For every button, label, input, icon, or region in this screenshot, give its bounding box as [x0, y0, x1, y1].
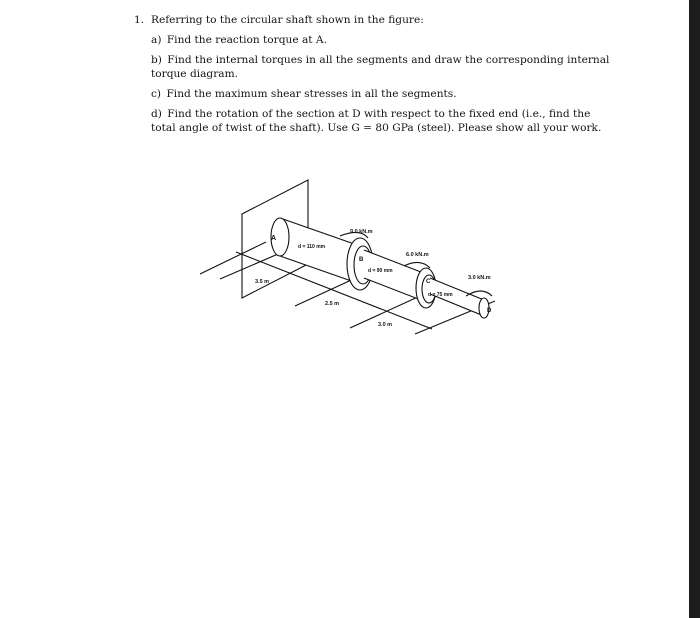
part-c-text: Find the maximum shear stresses in all the segments.: [166, 88, 457, 100]
length-bc-label: 2.5 m: [325, 301, 340, 307]
question-header: [134, 13, 614, 27]
dimension-line-left: [200, 242, 266, 274]
problem-statement: [134, 13, 614, 141]
question-number: 1.: [134, 14, 145, 26]
torque-d-label: 3.0 kN.m: [468, 275, 491, 281]
point-d-label: D: [487, 308, 492, 314]
point-c-label: C: [426, 279, 431, 285]
part-d: [151, 107, 614, 135]
diameter-bc-label: d = 90 mm: [368, 268, 393, 274]
torque-b-label: 9.0 kN.m: [350, 229, 373, 235]
part-b-text: Find the internal torques in all the segments and draw the corresponding internal torque diagram.: [151, 54, 610, 80]
part-a: [151, 33, 614, 47]
question-parts: [151, 33, 614, 135]
part-b-label: b): [151, 54, 162, 66]
shaft-figure: [200, 178, 520, 348]
part-c-label: c): [151, 88, 162, 100]
dimension-tick-a: [220, 254, 278, 279]
point-b-label: B: [359, 257, 364, 263]
part-a-label: a): [151, 34, 162, 46]
part-c: [151, 87, 614, 101]
diameter-ab-label: d = 110 mm: [298, 244, 326, 250]
part-a-text: Find the reaction torque at A.: [166, 34, 327, 46]
length-ab-label: 3.5 m: [255, 279, 270, 285]
part-d-label: d): [151, 108, 162, 120]
right-edge-bar: [689, 0, 700, 618]
length-cd-label: 3.0 m: [378, 322, 393, 328]
point-a-label: A: [271, 235, 277, 242]
diameter-cd-label: d = 75 mm: [428, 292, 453, 298]
part-b: [151, 53, 614, 81]
torque-c-label: 6.0 kN.m: [406, 252, 429, 258]
question-intro: Referring to the circular shaft shown in the figure:: [151, 14, 424, 26]
shaft-drawing: [200, 178, 520, 348]
part-d-text: Find the rotation of the section at D with respect to the fixed end (i.e., find the total angle of twist of the shaft). Use G = 80 GPa (steel). Please show all your work.: [151, 108, 602, 134]
